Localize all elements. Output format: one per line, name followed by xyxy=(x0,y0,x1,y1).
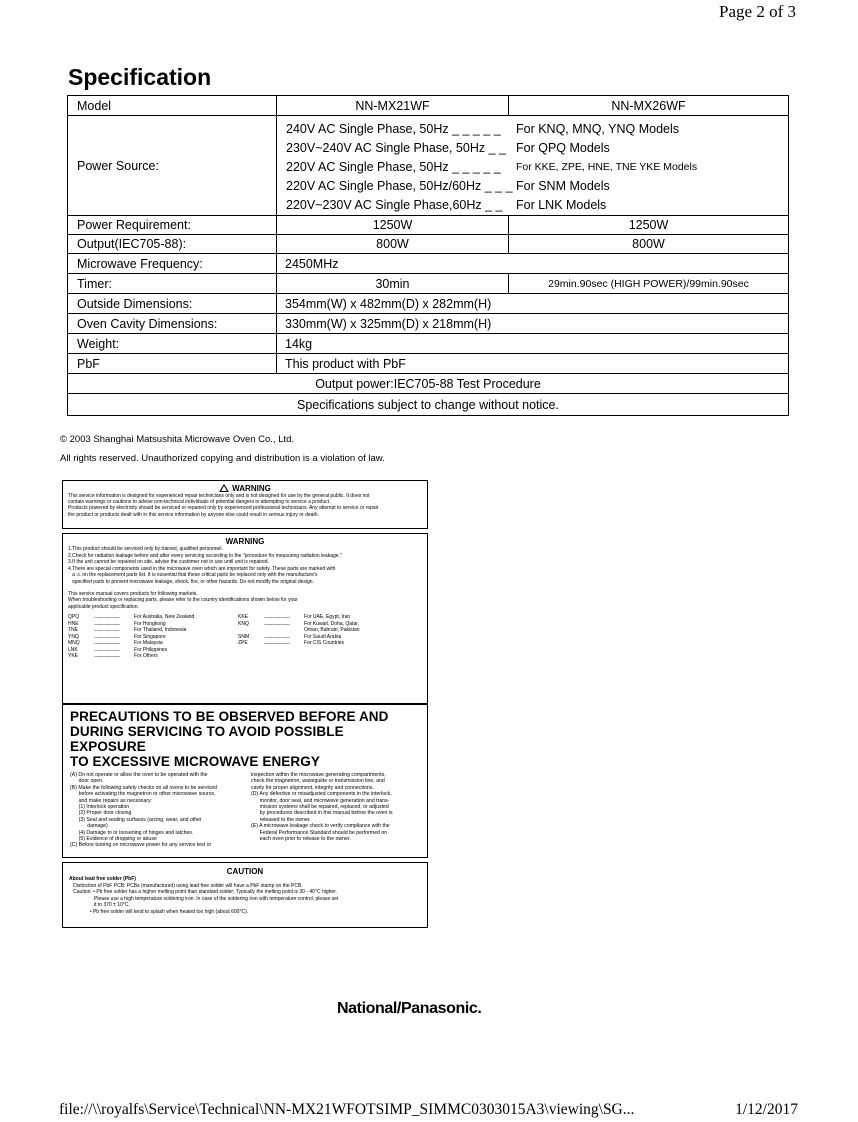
market-row: KNQ ............................. For Kuwait, Doha, Qatar, xyxy=(238,620,360,627)
warning-heading: WARNING xyxy=(68,484,422,493)
pbf-value: This product with PbF xyxy=(285,356,406,371)
caution-line: it to 370 ± 10°C. xyxy=(69,902,130,909)
cavity-value: 330mm(W) x 325mm(D) x 218mm(H) xyxy=(285,316,492,331)
timer-label: Timer: xyxy=(68,274,277,293)
warning-line: This service information is designed for experienced repair technicians only and is not designed for use by the general public. It does not xyxy=(68,493,370,499)
precautions-title-line: PRECAUTIONS TO BE OBSERVED BEFORE AND xyxy=(70,709,389,724)
timer-b: 29min.90sec (HIGH POWER)/99min.90sec xyxy=(548,277,749,290)
precautions-box xyxy=(62,704,428,858)
market-row: TNE ............................. For Thailand, Indonesia xyxy=(68,627,187,634)
markets-right xyxy=(238,614,408,660)
caution-line: Please use a high temperature soldering iron. In case of the soldering iron with temperature control, please set xyxy=(69,895,339,902)
table-row-model xyxy=(68,96,788,116)
model-b: NN-MX26WF xyxy=(611,98,686,113)
power-req-b: 1250W xyxy=(628,218,669,232)
warning-heading: WARNING xyxy=(225,537,265,546)
caution-line: • Pb free solder will tend to splash when heated too high (about 600°C). xyxy=(69,908,249,915)
caution-line: About lead free solder (PbF) xyxy=(69,876,136,882)
caution-box xyxy=(62,862,428,928)
market-row: MNQ ............................. For Malaysia xyxy=(68,640,163,647)
market-row: LNK ............................. For Philippines xyxy=(68,646,168,653)
markets-intro: When troubleshooting or replacing parts, please refer to the country identifications shown below for your xyxy=(68,597,298,604)
market-row: HNE ............................. For Hongkong xyxy=(68,620,166,627)
market-row: YNQ ............................. For Singapore xyxy=(68,633,166,640)
precaution-line: (2) Proper door closing xyxy=(70,810,132,817)
warning-line: specified parts to prevent microwave leakage, shock, fire, or other hazards. Do not modify the original design. xyxy=(68,578,314,585)
power-line: 220V AC Single Phase, 50Hz _ _ _ _ _ For KKE, ZPE, HNE, TNE YKE Models xyxy=(286,159,698,174)
precaution-line: (3) Seal and sealing surfaces (arcing, wear, and other xyxy=(70,816,202,823)
timer-a: 30min xyxy=(277,274,509,293)
caution-line: Distinction of PbF PCB: PCBs (manufactured) using lead free solder will have a PbF stamp on the PCB. xyxy=(69,882,303,889)
power-line: 220V AC Single Phase, 50Hz/60Hz _ _ _ For SNM Models xyxy=(286,178,610,193)
market-row: QPQ ............................. For Australia, New Zealand xyxy=(68,614,195,621)
output-label: Output(IEC705-88): xyxy=(68,235,277,253)
precaution-line: (1) Interlock operation xyxy=(70,804,130,811)
precaution-line: damage) xyxy=(70,823,108,830)
precautions-left xyxy=(70,772,239,849)
table-row-weight xyxy=(68,334,788,354)
table-row-frequency xyxy=(68,254,788,274)
output-b: 800W xyxy=(632,237,665,251)
market-row: SNM ............................. For Saudi Arabia xyxy=(238,633,342,640)
table-row-pbf xyxy=(68,354,788,374)
table-row-timer xyxy=(68,274,788,294)
precaution-line: (A) Do not operate or allow the oven to be operated with the xyxy=(70,772,208,778)
rights-text: All rights reserved. Unauthorized copying and distribution is a violation of law. xyxy=(60,453,385,464)
precaution-line: released to the owner. xyxy=(251,816,311,823)
precaution-line: (5) Evidence of dropping or abuse xyxy=(70,836,157,843)
precaution-line: (C) Before turning on microwave power for any service test or xyxy=(70,842,212,849)
brand-logo: National/Panasonic. xyxy=(337,1000,482,1017)
warning-box-service xyxy=(62,533,428,704)
precaution-line: (4) Damage to or loosening of hinges and latches. xyxy=(70,829,194,836)
precautions-columns xyxy=(70,772,420,849)
markets-list xyxy=(68,614,422,660)
note-test-procedure: Output power:IEC705-88 Test Procedure xyxy=(315,376,541,391)
table-row-note1 xyxy=(68,374,788,394)
power-line: 220V~230V AC Single Phase,60Hz _ _ For LNK Models xyxy=(286,197,607,212)
caution-heading: CAUTION xyxy=(226,867,264,876)
freq-label: Microwave Frequency: xyxy=(68,254,277,273)
market-row: ZPE ............................. For CIS Countries xyxy=(238,640,345,647)
warning-line: 4.There are special components used in the microwave oven which are important for safety. These parts are marked with xyxy=(68,565,336,572)
copyright-text: © 2003 Shanghai Matsushita Microwave Oven Co., Ltd. xyxy=(60,434,295,445)
precaution-line: (E) A microwave leakage check to verify compliance with the xyxy=(251,823,390,830)
power-source-label: Power Source: xyxy=(68,116,277,215)
markets-left xyxy=(68,614,238,660)
precaution-line: each oven prior to release to the owner. xyxy=(251,836,351,843)
warning-line: 2.Check for radiation leakage before and after every servicing according to the "procedure for measuring radiation leakage." xyxy=(68,552,342,559)
precaution-line: by procedures described in this manual before the oven is xyxy=(251,810,393,817)
pbf-label: PbF xyxy=(68,354,277,373)
markets-intro: applicable product specification. xyxy=(68,603,139,610)
power-req-a: 1250W xyxy=(277,216,509,234)
note-change-notice: Specifications subject to change without notice. xyxy=(297,397,559,412)
page-number: Page 2 of 3 xyxy=(719,2,796,21)
precaution-line: Federal Performance Standard should be performed on xyxy=(251,829,388,836)
precaution-line: cavity for proper alignment, integrity and connections. xyxy=(251,784,374,791)
spec-table xyxy=(67,95,789,416)
precaution-line: mission systems shall be repaired, replaced, or adjusted xyxy=(251,804,389,811)
outside-value: 354mm(W) x 482mm(D) x 282mm(H) xyxy=(285,296,492,311)
model-label: Model xyxy=(68,96,277,115)
warning-line: 1.This product should be serviced only by trained, qualified personnel. xyxy=(68,546,223,552)
precautions-right xyxy=(251,772,420,849)
power-line: 230V~240V AC Single Phase, 50Hz _ _ For QPQ Models xyxy=(286,140,610,155)
precaution-line: (B) Make the following safety checks on all ovens to be serviced xyxy=(70,784,218,791)
table-row-output xyxy=(68,235,788,254)
warning-line: 3.If the unit cannot be repaired on site, advise the customer not to use until unit is repaired. xyxy=(68,559,269,566)
market-row: Oman, Bahrain, Pakistan xyxy=(304,627,360,634)
warning-line: Products powered by electricity should be serviced or repaired only by experienced professional technicians. Any attempt to service or repair xyxy=(68,505,379,512)
table-row-power-source xyxy=(68,116,788,216)
precaution-line: door open. xyxy=(70,778,104,785)
model-a: NN-MX21WF xyxy=(277,96,509,115)
table-row-note2 xyxy=(68,394,788,415)
precaution-line: inspection within the microwave generating compartments, xyxy=(251,772,386,778)
warning-line: contain warnings or cautions to advise non-technical individuals of potential dangers in attempting to service a product. xyxy=(68,499,331,506)
precaution-line: (D) Any defective or misadjusted components in the interlock, xyxy=(251,791,392,798)
cavity-label: Oven Cavity Dimensions: xyxy=(68,314,277,333)
warning-line: a ⚠ on the replacement parts list. It is essential that these critical parts be replaced only with the manufacture's xyxy=(68,572,318,579)
file-path: file://\\royalfs\Service\Technical\NN-MX21WFOTSIMP_SIMMC0303015A3\viewing\SG... xyxy=(59,1101,635,1118)
power-req-label: Power Requirement: xyxy=(68,216,277,234)
warning-box-general xyxy=(62,480,428,529)
precautions-title-line: TO EXCESSIVE MICROWAVE ENERGY xyxy=(70,754,320,769)
weight-value: 14kg xyxy=(285,336,313,351)
outside-label: Outside Dimensions: xyxy=(68,294,277,313)
print-date: 1/12/2017 xyxy=(735,1101,798,1118)
precaution-line: and make repairs as necessary: xyxy=(70,797,153,804)
precautions-title-line: DURING SERVICING TO AVOID POSSIBLE EXPOSURE xyxy=(70,724,344,754)
table-row-cavity xyxy=(68,314,788,334)
market-row: YKE ............................. For Others xyxy=(68,653,158,660)
output-a: 800W xyxy=(277,235,509,253)
weight-label: Weight: xyxy=(68,334,277,353)
market-row: KKE ............................. For UAE, Egypt, Iran xyxy=(238,614,351,621)
power-line: 240V AC Single Phase, 50Hz _ _ _ _ _ For KNQ, MNQ, YNQ Models xyxy=(286,121,679,136)
precaution-line: check the magnetron, waveguide or transmission line, and xyxy=(251,778,385,785)
markets-intro: This service manual covers products for following markets. xyxy=(68,590,198,597)
caution-line: Caution: • Pb free solder has a higher melting point than standard solder; Typically the melting point is 30 - 40°C higher. xyxy=(69,889,337,896)
spec-title: Specification xyxy=(68,64,212,90)
precaution-line: monitor, door seal, and microwave generation and trans- xyxy=(251,797,390,804)
warning-triangle-icon xyxy=(219,484,229,492)
freq-value: 2450MHz xyxy=(285,256,339,271)
power-source-lines xyxy=(277,116,788,215)
table-row-power-req xyxy=(68,216,788,235)
precaution-line: before activating the magnetron or other microwave source, xyxy=(70,791,216,798)
table-row-outside xyxy=(68,294,788,314)
warning-line: the product or products dealt with in this service information by anyone else could result in serious injury or death. xyxy=(68,511,319,518)
